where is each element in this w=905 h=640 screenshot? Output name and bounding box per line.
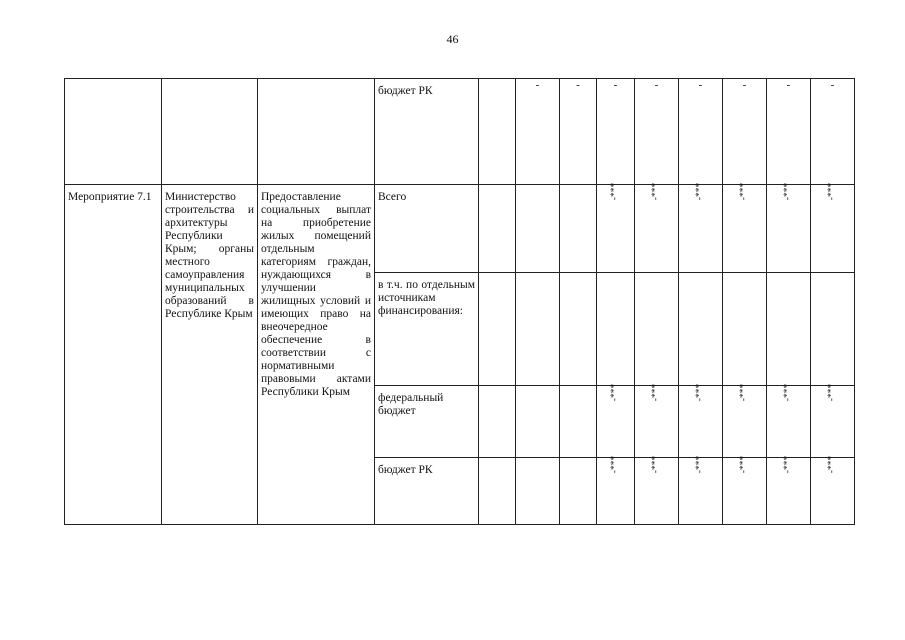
value-cell (635, 455, 679, 525)
value-cell (597, 182, 635, 273)
value-cell (811, 273, 855, 386)
value-text: -*** (650, 383, 661, 402)
value-text: -*** (826, 182, 837, 201)
value-cell (767, 455, 811, 525)
value-cell (811, 455, 855, 525)
value-cell (767, 273, 811, 386)
value-text: - (576, 79, 580, 91)
value-cell (635, 273, 679, 386)
value-text: - (613, 79, 618, 91)
value-cell (767, 182, 811, 273)
value-cell (560, 458, 597, 525)
value-text: -*** (738, 383, 749, 402)
value-text: -*** (694, 383, 705, 402)
value-cell (516, 79, 560, 185)
value-cell (516, 185, 560, 273)
value-text: -*** (782, 455, 793, 474)
value-cell (679, 273, 723, 386)
value-cell (679, 182, 723, 273)
value-cell (635, 182, 679, 273)
value-text: - (698, 79, 703, 91)
value-text: - (742, 79, 747, 91)
value-cell (560, 386, 597, 458)
value-text: -*** (609, 455, 620, 474)
source-label: федеральный бюджет (378, 392, 444, 417)
value-cell (597, 273, 635, 386)
value-cell (479, 458, 516, 525)
value-cell (811, 182, 855, 273)
value-cell (560, 185, 597, 273)
value-cell (767, 79, 811, 185)
value-cell (723, 273, 767, 386)
value-text: - (830, 79, 835, 91)
value-cell (516, 458, 560, 525)
value-text: -*** (650, 182, 661, 201)
executor-cell-empty (162, 79, 258, 185)
value-cell (597, 455, 635, 525)
value-text: -*** (609, 182, 620, 201)
executor-cell (162, 185, 258, 525)
value-cell (635, 79, 679, 185)
source-cell (375, 386, 479, 458)
value-cell (723, 182, 767, 273)
source-label: Всего (378, 191, 407, 203)
source-cell (375, 79, 479, 185)
value-text: -*** (694, 455, 705, 474)
value-text: -*** (782, 383, 793, 402)
source-label: в т.ч. по отдельным источникам финансирования: (378, 279, 475, 317)
source-label: бюджет РК (378, 85, 433, 97)
value-text: -*** (782, 182, 793, 201)
funding-table (64, 78, 855, 525)
value-cell (560, 273, 597, 386)
source-cell (375, 185, 479, 273)
description-text: Предоставление социальных выплат на приобретение жилых помещений отдельным категориям граждан, нуждающихся в улучшении жилищных условий и имеющих право на внеочередное обеспечение в соответствии с нормативными правовыми актами Республики Крым (261, 191, 371, 398)
value-cell (479, 185, 516, 273)
value-text: - (786, 79, 791, 91)
value-cell (560, 79, 597, 185)
value-cell (679, 383, 723, 458)
value-text: -*** (650, 455, 661, 474)
value-cell (479, 273, 516, 386)
table-row-top (65, 79, 855, 185)
table-row-total (65, 185, 855, 273)
measure-cell (65, 185, 162, 525)
value-cell (811, 383, 855, 458)
value-text: -*** (826, 383, 837, 402)
description-cell (258, 185, 375, 525)
measure-cell-empty (65, 79, 162, 185)
value-text: - (535, 79, 540, 91)
value-cell (597, 383, 635, 458)
value-text: -*** (609, 383, 620, 402)
executor-text: Министерство строительства и архитектуры Республики Крым; органы местного самоуправления муниципальных образований в Республике Крым (165, 191, 254, 320)
value-cell (479, 79, 516, 185)
source-cell (375, 273, 479, 386)
value-cell (679, 79, 723, 185)
value-text: -*** (738, 182, 749, 201)
value-text: - (654, 79, 659, 91)
value-cell (811, 79, 855, 185)
source-cell (375, 458, 479, 525)
value-cell (723, 455, 767, 525)
value-cell (479, 386, 516, 458)
value-cell (516, 273, 560, 386)
description-cell-empty (258, 79, 375, 185)
value-cell (723, 383, 767, 458)
value-cell (767, 383, 811, 458)
page-number: 46 (446, 32, 459, 46)
value-cell (597, 79, 635, 185)
measure-name: Мероприятие 7.1 (68, 191, 152, 203)
value-cell (679, 455, 723, 525)
value-cell (635, 383, 679, 458)
value-cell (723, 79, 767, 185)
value-text: -*** (694, 182, 705, 201)
source-label: бюджет РК (378, 464, 433, 476)
value-text: -*** (826, 455, 837, 474)
value-text: -*** (738, 455, 749, 474)
value-cell (516, 386, 560, 458)
